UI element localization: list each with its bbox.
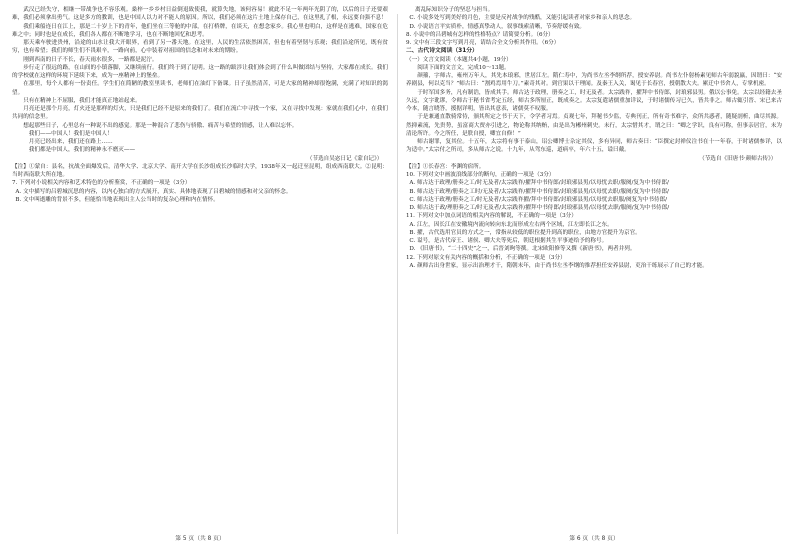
question-10-option-c: C. 师古达于政理/册奏之工/时无及者/太宗践祚擢/拜中书侍郎/封琅邪县男/以母忧去职服/阕复为中书侍郎/ (409, 196, 668, 203)
annotation-note: 【注】①长春宫：李渊的宿所。 (406, 163, 485, 170)
question-10-option-a: A. 师古达于政理/册奏之工/时无及者/太宗践祚/擢拜中书侍郎/封琅邪县男/以母忧去职/服阕/复为中书侍郎/ (409, 180, 669, 187)
page-6 (406, 6, 782, 546)
question-10-option-b: B. 师古达于政理/册奏之工时/无及者/太宗践祚/擢拜中书侍郎/封琅邪县男/以母忧去职/服阕/复为中书侍郎/ (409, 188, 669, 195)
page-divider (397, 14, 398, 534)
poem-line: 我们——中国人！我们是中国人！ (28, 130, 113, 137)
question-11-option-c: C. 谥号，是古代帝王、诸侯、卿大夫等死后，朝廷根据其生平事迹给予的称号。 (409, 238, 608, 244)
page-5-text (12, 6, 388, 204)
paragraph: 月亮还是那个月亮，灯火还是那样的灯火，只是我们已经不是原来的我们了。我们在流亡中寻找一个家，又在寻找中发现：家就在我们心中，在我们共同的信念里。 (12, 106, 388, 121)
page-5 (12, 6, 388, 546)
classical-paragraph: 于是兼通直散骑常侍，颁其所定之书于天下，令学者习焉。贞观七年，拜秘书少监，专典刊正，所有奇书难字，众所共惑者，随疑剖析，曲尽其源。然抑素流，先贵势，虽富商大贾亦引进之，物论称其纳贿，由是出为郴州刺史。未行，太宗惜其才，谓之曰：“卿之学识，良有可称，但事亲居官，未为清论所许。今之所任，是朕自授，卿宜自修！” (406, 114, 782, 137)
section-heading: 二、古代诗文阅读（31分） (406, 48, 478, 55)
paragraph: 步行走了很远的路，在山间的小镇落脚，又继续前行。我们终于到了昆明。这一路的跋涉让我们体会到了什么叫做团结与坚持，大家都在成长。我们的学校就在这样的环境下延续下来，成为一座精神上的堡垒。 (12, 64, 388, 79)
annotation-note: 【注】①蒙自：县名，抗战全面爆发后，清华大学、北京大学、南开大学在长沙组成长沙临时大学，1938年又一起迁至昆明，组成西南联大。②昆明：当时西南联大所在地。 (12, 163, 388, 178)
paragraph: 在那里，每个人都有一份责任。学生们在简陋的教室里读书，老师们在油灯下备课。日子虽然清苦，可是大家的精神却很饱满，充满了对知识的渴望。 (12, 81, 388, 96)
question-7: 7. 下列对小说相关内容和艺术特色的分析鉴赏，不正确的一项是（3分） (12, 180, 191, 187)
question-9: 9. 文中有三段文字写到月亮，请结合全文分析其作用。（6分） (406, 40, 560, 46)
question-12: 12. 下列对原文有关内容的概括和分析，不正确的一项是（3分） (406, 254, 566, 261)
poem-line: 我们都是中国人，我们的精神永不磨灭—— (28, 147, 136, 154)
question-12-option-a: A. 颜师古出身世家，显示出治理才干，隋朝末年，由于尚书左丞李纲的推荐担任安养县尉，吏治干练展示了自己的才能。 (409, 262, 708, 269)
question-11-option-b: B. 擢，古代选用官员的方式之一，常指从较低的职位提升到高的职位，由地方官提升为京官。 (409, 229, 641, 236)
question-7-option-b: B. 文中叫逝雕的背景不多，但能恰当地表现出主人公当时的复杂心理和内在情怀。 (15, 196, 219, 203)
paragraph: 想起那些日子，心里总有一种说不出的感觉。那是一种混合了悲伤与骄傲、痛苦与希望的情感，让人难以忘怀。 (23, 122, 298, 129)
question-7-option-d: D. 小说语言平实质朴，情感真挚动人，叙事线索清晰，节奏舒缓有致。 (409, 23, 586, 30)
paragraph: 刚到西南的日子不长，春天雨水很多，一路都是泥泞。 (23, 56, 158, 63)
classical-paragraph: 于时军国多务，凡有制诰，皆成其手。师古达于政理，册奏之工，时无及者。太宗践祚，擢拜中书侍郎，封琅邪县男。俄以公事免。太宗以经籍去圣久远，文字讹谬，令师古于秘书省考定五经，师古多所厘正，既成奏之。太宗复遣诸儒重加详议，于时诸儒传习已久，皆共非之。师古辄引晋、宋已来古今本，随言晓答，援据详明，皆出其意表，诸儒莫不叹服。 (406, 89, 782, 112)
classical-paragraph: 颜籀，字师古，雍州万年人，其先本琅邪，世居江左。隋仁寿中，为尚书左丞李纲所荐，授安养尉。尚书左仆射杨素见师古年弱貌羸，因谓曰：“安养剧县，何以克当？”师古曰：“割鸡焉用牛刀。”素奇其对。到官果以干理闻。及秦王入关，谒见于长春宫，授朝散大夫。累迁中书舍人，专掌机密。 (406, 73, 782, 88)
source-citation: （节选自吴宓日记《蒙自记》） (306, 155, 383, 162)
paragraph: 武汉已经失守，相继一带战争也不容乐观。桑梓一乡乡村日益倒退致使我，就算失地，该何容易！就此不足一年两年光阴了的，以后的日子还要艰难，我们必须拿出勇气。这是多方的教训，也是中国人以力对不能人的原因。所以，我们必须在这片土地上保存自己，在这里扎了根，永远要自强不息！ (12, 7, 388, 22)
subsection-heading: （一）文言文阅读（本题共4小题，19分） (406, 56, 512, 63)
instructions: 阅读下面的文言文，完成10～13题。 (417, 64, 510, 71)
page-6-text (406, 6, 782, 270)
paragraph: 那天乘车驶进贵州，沿途的山水让我大开眼界，看到了另一番天地。在这里，人民的生活依然困苦，但也有着坚韧与乐观；我们沿途所见，既有贫穷，也有希望；我们的师生们不畏艰辛，一路向前，心中装着对祖国的信念和对未来的期盼。 (12, 40, 388, 55)
classical-paragraph: 师古谢罪，复其位。十五年，太宗将有事于泰山，诏公卿博士杂定其仪，多有异同，师古奏曰：“臣撰定封禅仪注书在十一年春，于时诸儒参详，以为适中。”太宗付之所司，多从师古之说。十九年，从驾东巡，道病卒，年六十五，谥曰戴。 (406, 139, 782, 154)
question-8: 8. 小说中的吕碧城有怎样的性格特点？请简要分析。（6分） (406, 31, 554, 38)
question-7-option-a: A. 文中描写的吕碧城沉思的内容，以内心独白的方式展开，真实、具体地表现了吕碧城的情感和对父亲的怀念。 (15, 188, 292, 195)
question-7-option-b-cont: 离乱际知识分子的坚忍与担当。 (414, 7, 494, 13)
question-11: 11. 下列对文中加点词语的相关内容的解说，不正确的一项是（3分） (406, 213, 577, 220)
paragraph: 只有在精神上不屈服，我们才能真正地站起来。 (23, 97, 141, 104)
question-10: 10. 下列对文中画波浪线部分的断句，正确的一项是（3分） (406, 172, 555, 178)
page-number: 第 6 页（共 8 页） (569, 536, 619, 542)
question-11-option-d: D. 《旧唐书》，“二十四史”之一，后晋刘昫等撰。北宋欧阳修等又撰《新唐书》，两者并列。 (409, 246, 636, 253)
paragraph: 我们乘船连日在江上，那是二十岁上下的青年，他们坐在三等舱的中部，在打桥牌，在谈天，在想念家乡。我心里也明白，这样是在逃难，国家在危难之中；同时也是在成长，我们各人都在不断地学习，也在不断地回忆和思考。 (12, 23, 388, 38)
question-11-option-a: A. 江左，因长江在安徽境内流向转向东北而形成左右两个区域，江左即长江之东。 (409, 221, 613, 228)
question-10-option-d: D. 师古达于政/理册奏之工/时无及者/太宗践祚/擢拜中书侍郎/封琅邪县男/以母忧去职/服阕/复为中书侍郎/ (409, 205, 670, 211)
source-citation: （节选自《旧唐书·颜师古传》） (699, 155, 777, 162)
page-number: 第 5 页（共 8 页） (175, 536, 225, 542)
poem-line: 月亮已经出来，我们还在路上…… (28, 139, 113, 145)
question-7-option-c: C. 小说多处写到美好的月色，主要是反衬战争的残酷，又能引起读者对家乡和亲人的思念。 (409, 15, 636, 22)
